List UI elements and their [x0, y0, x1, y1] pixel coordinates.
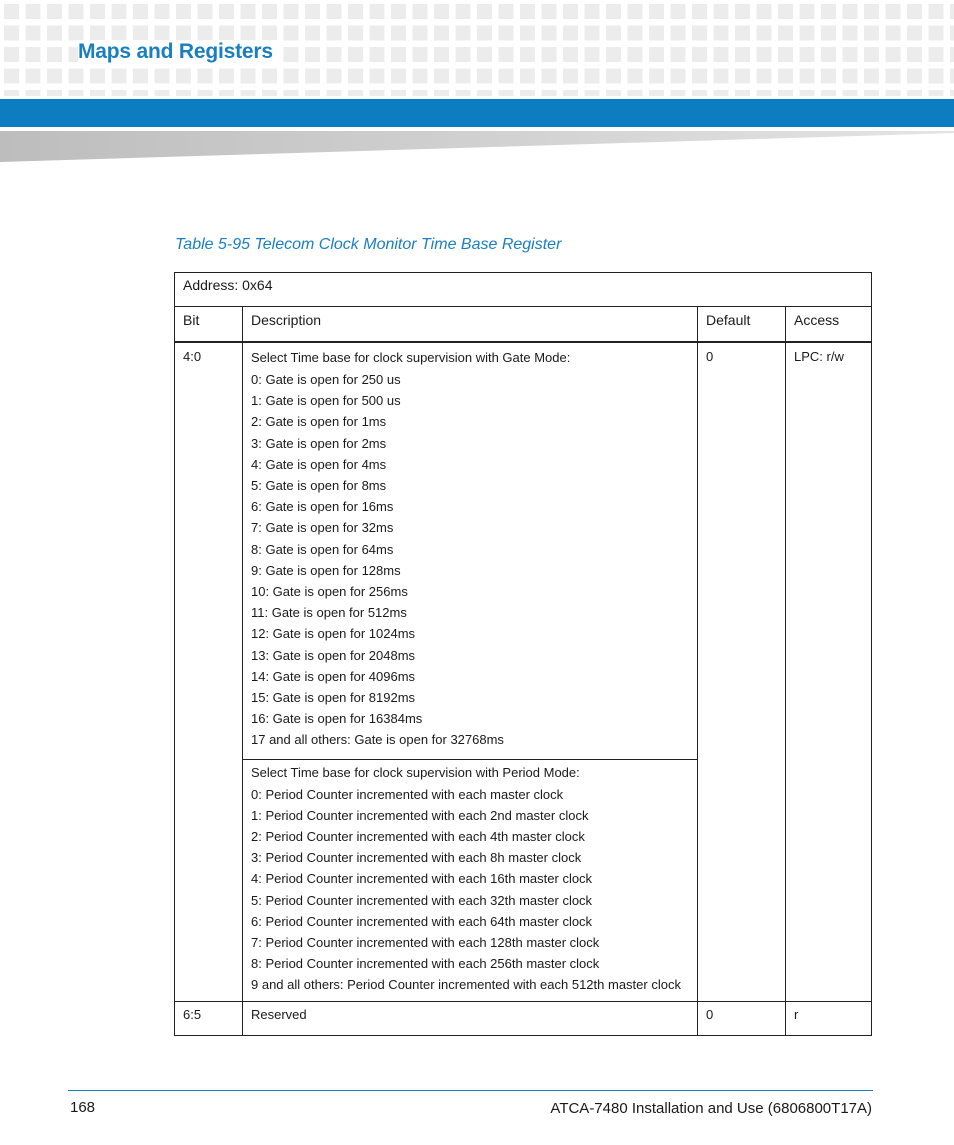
table-row: [175, 1002, 872, 1036]
default-cell: 0: [698, 1002, 786, 1036]
bit-cell: 4:0: [175, 342, 243, 1002]
period-mode-block: [243, 759, 697, 1002]
page-number: 168: [70, 1099, 96, 1116]
description-item: 8: Gate is open for 64ms: [251, 541, 394, 557]
description-item: 2: Period Counter incremented with each 4th master clock: [251, 829, 585, 845]
column-header-bit: Bit: [175, 307, 243, 343]
description-item: 2: Gate is open for 1ms: [251, 414, 387, 430]
bit-cell: 6:5: [175, 1002, 243, 1036]
access-cell: LPC: r/w: [786, 342, 872, 1002]
column-header-description: Description: [243, 307, 698, 343]
description-item: 16: Gate is open for 16384ms: [251, 711, 423, 727]
block-lead: Select Time base for clock supervision with Period Mode:: [251, 764, 580, 780]
access-cell: r: [786, 1002, 872, 1036]
description-item: 0: Period Counter incremented with each master clock: [251, 786, 564, 802]
description-item: 5: Period Counter incremented with each 32th master clock: [251, 892, 593, 908]
description-item: 7: Period Counter incremented with each 128th master clock: [251, 935, 600, 951]
table-row: [175, 342, 872, 1002]
description-cell: [243, 342, 698, 1002]
register-table: [174, 272, 872, 1036]
address-row: [175, 273, 872, 307]
description-item: 1: Period Counter incremented with each 2nd master clock: [251, 807, 589, 823]
description-item: 4: Gate is open for 4ms: [251, 456, 387, 472]
address-cell: Address: 0x64: [175, 273, 872, 307]
default-cell: 0: [698, 342, 786, 1002]
description-item: 3: Gate is open for 2ms: [251, 435, 387, 451]
document-reference: ATCA-7480 Installation and Use (6806800T17A): [550, 1100, 872, 1117]
footer-rule: [68, 1090, 873, 1091]
description-item: 9: Gate is open for 128ms: [251, 562, 401, 578]
description-item: 9 and all others: Period Counter incremented with each 512th master clock: [251, 977, 681, 993]
description-item: 13: Gate is open for 2048ms: [251, 647, 416, 663]
description-item: 11: Gate is open for 512ms: [251, 605, 407, 621]
description-item: 15: Gate is open for 8192ms: [251, 690, 416, 706]
description-item: 5: Gate is open for 8ms: [251, 478, 387, 494]
header-row: [175, 307, 872, 343]
description-item: 17 and all others: Gate is open for 32768ms: [251, 732, 504, 748]
description-item: 8: Period Counter incremented with each 256th master clock: [251, 956, 600, 972]
description-item: 0: Gate is open for 250 us: [251, 372, 401, 387]
gate-mode-block: [243, 343, 697, 759]
header-blue-bar: [0, 99, 954, 127]
description-item: 6: Gate is open for 16ms: [251, 499, 394, 515]
column-header-default: Default: [698, 307, 786, 343]
description-item: 6: Period Counter incremented with each 64th master clock: [251, 913, 593, 929]
description-item: 10: Gate is open for 256ms: [251, 584, 408, 600]
description-item: 7: Gate is open for 32ms: [251, 520, 394, 536]
description-item: 12: Gate is open for 1024ms: [251, 626, 416, 642]
description-item: 1: Gate is open for 500 us: [251, 393, 401, 409]
description-item: 3: Period Counter incremented with each 8h master clock: [251, 850, 582, 866]
description-item: 4: Period Counter incremented with each 16th master clock: [251, 871, 593, 887]
description-cell: Reserved: [243, 1002, 698, 1036]
table-caption: Table 5-95 Telecom Clock Monitor Time Base Register: [175, 236, 562, 253]
description-item: 14: Gate is open for 4096ms: [251, 668, 416, 684]
section-title: Maps and Registers: [78, 40, 277, 64]
block-lead: Select Time base for clock supervision with Gate Mode:: [251, 350, 571, 365]
header-grey-wedge: [0, 131, 954, 163]
column-header-access: Access: [786, 307, 872, 343]
